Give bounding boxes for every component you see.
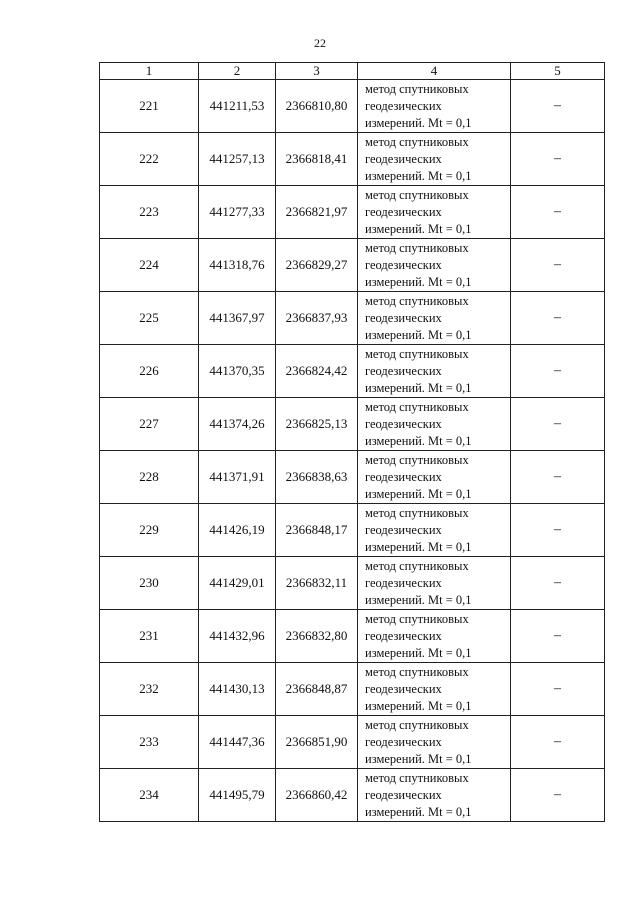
point-number: 221: [100, 80, 199, 133]
note-cell: –: [511, 451, 605, 504]
coordinate-y: 2366848,17: [276, 504, 358, 557]
table-body: [100, 80, 605, 822]
method-line: измерений. Mt = 0,1: [365, 327, 472, 342]
coordinate-y: 2366832,80: [276, 610, 358, 663]
method-cell: [358, 769, 511, 822]
table-row: [100, 80, 605, 133]
method-line: измерений. Mt = 0,1: [365, 592, 472, 607]
note-cell: –: [511, 557, 605, 610]
method-line: измерений. Mt = 0,1: [365, 698, 472, 713]
point-number: 231: [100, 610, 199, 663]
point-number: 233: [100, 716, 199, 769]
point-number: 226: [100, 345, 199, 398]
method-cell: [358, 451, 511, 504]
point-number: 227: [100, 398, 199, 451]
method-cell: [358, 186, 511, 239]
method-line: измерений. Mt = 0,1: [365, 539, 472, 554]
method-cell: [358, 663, 511, 716]
table-row: [100, 716, 605, 769]
note-cell: –: [511, 504, 605, 557]
coordinate-y: 2366825,13: [276, 398, 358, 451]
coordinate-y: 2366837,93: [276, 292, 358, 345]
table-row: [100, 557, 605, 610]
method-line: метод спутниковых: [365, 505, 469, 520]
header-col-4: 4: [358, 63, 511, 80]
note-cell: –: [511, 610, 605, 663]
point-number: 223: [100, 186, 199, 239]
table-row: [100, 186, 605, 239]
coordinate-y: 2366824,42: [276, 345, 358, 398]
header-row: [100, 63, 605, 80]
method-line: геодезических: [365, 151, 442, 166]
method-line: метод спутниковых: [365, 770, 469, 785]
method-line: измерений. Mt = 0,1: [365, 751, 472, 766]
coordinate-x: 441211,53: [199, 80, 276, 133]
method-line: измерений. Mt = 0,1: [365, 274, 472, 289]
method-line: геодезических: [365, 575, 442, 590]
coordinate-y: 2366848,87: [276, 663, 358, 716]
method-line: метод спутниковых: [365, 717, 469, 732]
method-line: метод спутниковых: [365, 346, 469, 361]
method-cell: [358, 716, 511, 769]
method-line: измерений. Mt = 0,1: [365, 486, 472, 501]
coordinate-y: 2366860,42: [276, 769, 358, 822]
table-row: [100, 610, 605, 663]
method-line: геодезических: [365, 787, 442, 802]
method-line: метод спутниковых: [365, 558, 469, 573]
point-number: 232: [100, 663, 199, 716]
table-row: [100, 398, 605, 451]
note-cell: –: [511, 186, 605, 239]
table-row: [100, 133, 605, 186]
method-line: метод спутниковых: [365, 399, 469, 414]
method-line: измерений. Mt = 0,1: [365, 433, 472, 448]
method-line: измерений. Mt = 0,1: [365, 380, 472, 395]
method-line: геодезических: [365, 469, 442, 484]
method-cell: [358, 133, 511, 186]
coordinate-y: 2366829,27: [276, 239, 358, 292]
note-cell: –: [511, 398, 605, 451]
coordinate-x: 441495,79: [199, 769, 276, 822]
table-row: [100, 345, 605, 398]
page-number: 22: [314, 36, 326, 50]
coordinates-table: [99, 62, 605, 822]
method-line: метод спутниковых: [365, 293, 469, 308]
table-row: [100, 769, 605, 822]
method-line: измерений. Mt = 0,1: [365, 221, 472, 236]
method-line: метод спутниковых: [365, 240, 469, 255]
table-row: [100, 663, 605, 716]
coordinate-x: 441432,96: [199, 610, 276, 663]
method-line: метод спутниковых: [365, 452, 469, 467]
coordinate-y: 2366818,41: [276, 133, 358, 186]
header-col-2: 2: [199, 63, 276, 80]
method-cell: [358, 557, 511, 610]
coordinate-x: 441430,13: [199, 663, 276, 716]
method-line: метод спутниковых: [365, 664, 469, 679]
coordinate-y: 2366838,63: [276, 451, 358, 504]
note-cell: –: [511, 716, 605, 769]
header-col-5: 5: [511, 63, 605, 80]
method-line: геодезических: [365, 416, 442, 431]
method-cell: [358, 239, 511, 292]
method-line: метод спутниковых: [365, 134, 469, 149]
method-line: метод спутниковых: [365, 187, 469, 202]
point-number: 224: [100, 239, 199, 292]
method-line: геодезических: [365, 204, 442, 219]
method-line: метод спутниковых: [365, 611, 469, 626]
coordinate-x: 441277,33: [199, 186, 276, 239]
coordinate-x: 441447,36: [199, 716, 276, 769]
method-line: геодезических: [365, 363, 442, 378]
header-col-1: 1: [100, 63, 199, 80]
method-line: геодезических: [365, 257, 442, 272]
table-row: [100, 504, 605, 557]
coordinate-y: 2366810,80: [276, 80, 358, 133]
coordinate-y: 2366821,97: [276, 186, 358, 239]
method-line: измерений. Mt = 0,1: [365, 115, 472, 130]
point-number: 225: [100, 292, 199, 345]
coordinate-x: 441257,13: [199, 133, 276, 186]
method-cell: [358, 345, 511, 398]
table-row: [100, 239, 605, 292]
note-cell: –: [511, 133, 605, 186]
note-cell: –: [511, 239, 605, 292]
note-cell: –: [511, 80, 605, 133]
table-row: [100, 292, 605, 345]
method-cell: [358, 398, 511, 451]
coordinate-x: 441371,91: [199, 451, 276, 504]
point-number: 229: [100, 504, 199, 557]
method-line: измерений. Mt = 0,1: [365, 804, 472, 819]
header-col-3: 3: [276, 63, 358, 80]
point-number: 230: [100, 557, 199, 610]
method-line: метод спутниковых: [365, 81, 469, 96]
method-line: геодезических: [365, 734, 442, 749]
coordinate-x: 441426,19: [199, 504, 276, 557]
method-line: геодезических: [365, 522, 442, 537]
method-cell: [358, 610, 511, 663]
method-cell: [358, 504, 511, 557]
coordinate-x: 441367,97: [199, 292, 276, 345]
table-row: [100, 451, 605, 504]
method-line: измерений. Mt = 0,1: [365, 645, 472, 660]
point-number: 222: [100, 133, 199, 186]
note-cell: –: [511, 769, 605, 822]
coordinate-x: 441374,26: [199, 398, 276, 451]
point-number: 234: [100, 769, 199, 822]
point-number: 228: [100, 451, 199, 504]
method-line: измерений. Mt = 0,1: [365, 168, 472, 183]
note-cell: –: [511, 345, 605, 398]
note-cell: –: [511, 663, 605, 716]
coordinate-x: 441429,01: [199, 557, 276, 610]
coordinate-y: 2366832,11: [276, 557, 358, 610]
coordinate-y: 2366851,90: [276, 716, 358, 769]
coordinate-x: 441318,76: [199, 239, 276, 292]
coordinate-x: 441370,35: [199, 345, 276, 398]
note-cell: –: [511, 292, 605, 345]
method-cell: [358, 80, 511, 133]
method-line: геодезических: [365, 310, 442, 325]
method-line: геодезических: [365, 628, 442, 643]
method-cell: [358, 292, 511, 345]
method-line: геодезических: [365, 98, 442, 113]
method-line: геодезических: [365, 681, 442, 696]
